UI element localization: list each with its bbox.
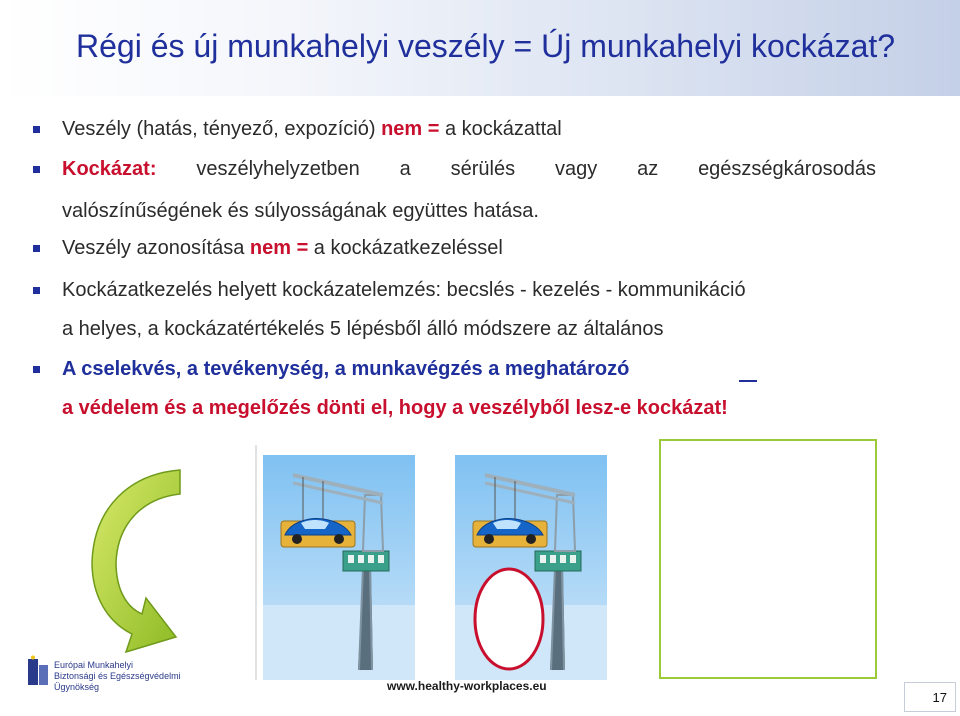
bullet-1-text-a: Veszély (hatás, tényező, expozíció): [62, 118, 382, 140]
agency-logo-text: [54, 660, 181, 693]
crane-image-left: [263, 455, 415, 680]
crane-illustration: [263, 455, 415, 680]
bullet-marker: [33, 126, 40, 133]
bullet-item-4: Kockázatkezelés helyett kockázatelemzés: becslés - kezelés - kommunikáció: [62, 279, 746, 301]
dash-line: [739, 380, 757, 382]
bullet-marker: [33, 245, 40, 252]
bullet-3-text-c: a kockázatkezeléssel: [308, 237, 503, 259]
crane-illustration: [455, 455, 607, 680]
logo-line: Európai Munkahelyi: [54, 660, 134, 670]
bullet-2-word: a: [399, 158, 411, 180]
bullet-2-word: veszélyhelyzetben: [196, 158, 360, 180]
bullet-item-1: [62, 118, 562, 141]
crane-image-right: [455, 455, 607, 680]
highlight-circle: [475, 569, 543, 669]
bullet-item-2: [62, 158, 876, 181]
bullet-3-emphasis: nem =: [249, 237, 309, 259]
bullet-2-word: az: [637, 158, 659, 180]
bullet-2-continuation: valószínűségének és súlyosságának együttes hatása.: [62, 200, 539, 222]
divider: [255, 445, 257, 680]
agency-logo-icon: [22, 655, 52, 689]
empty-frame: [659, 439, 877, 679]
page-number: 17: [932, 690, 947, 705]
bullet-marker: [33, 366, 40, 373]
bullet-2-word: vagy: [554, 158, 598, 180]
bullet-2-label: Kockázat:: [62, 158, 157, 180]
logo-line: Ügynökség: [54, 682, 100, 692]
bullet-2-word: egészségkárosodás: [698, 158, 876, 180]
bullet-marker: [33, 287, 40, 294]
bullet-marker: [33, 166, 40, 173]
bullet-1-emphasis: nem =: [381, 118, 440, 140]
bullet-1-text-c: a kockázattal: [439, 118, 562, 140]
logo-line: Biztonsági és Egészségvédelmi: [54, 671, 181, 681]
bullet-2-word: sérülés: [450, 158, 516, 180]
curved-arrow-icon: [80, 462, 190, 662]
bullet-3-text-a: Veszély azonosítása: [62, 237, 250, 259]
slide-title: Régi és új munkahelyi veszély = Új munkahelyi kockázat?: [76, 28, 896, 64]
bullet-4-continuation: a helyes, a kockázatértékelés 5 lépésből álló módszere az általános: [62, 318, 664, 340]
page-number-box: [904, 682, 956, 712]
bullet-item-3: [62, 237, 503, 260]
bullet-5-continuation: a védelem és a megelőzés dönti el, hogy a veszélyből lesz-e kockázat!: [62, 397, 728, 419]
bullet-item-5: A cselekvés, a tevékenység, a munkavégzés a meghatározó: [62, 358, 630, 380]
footer-url-link[interactable]: www.healthy-workplaces.eu: [387, 679, 547, 693]
